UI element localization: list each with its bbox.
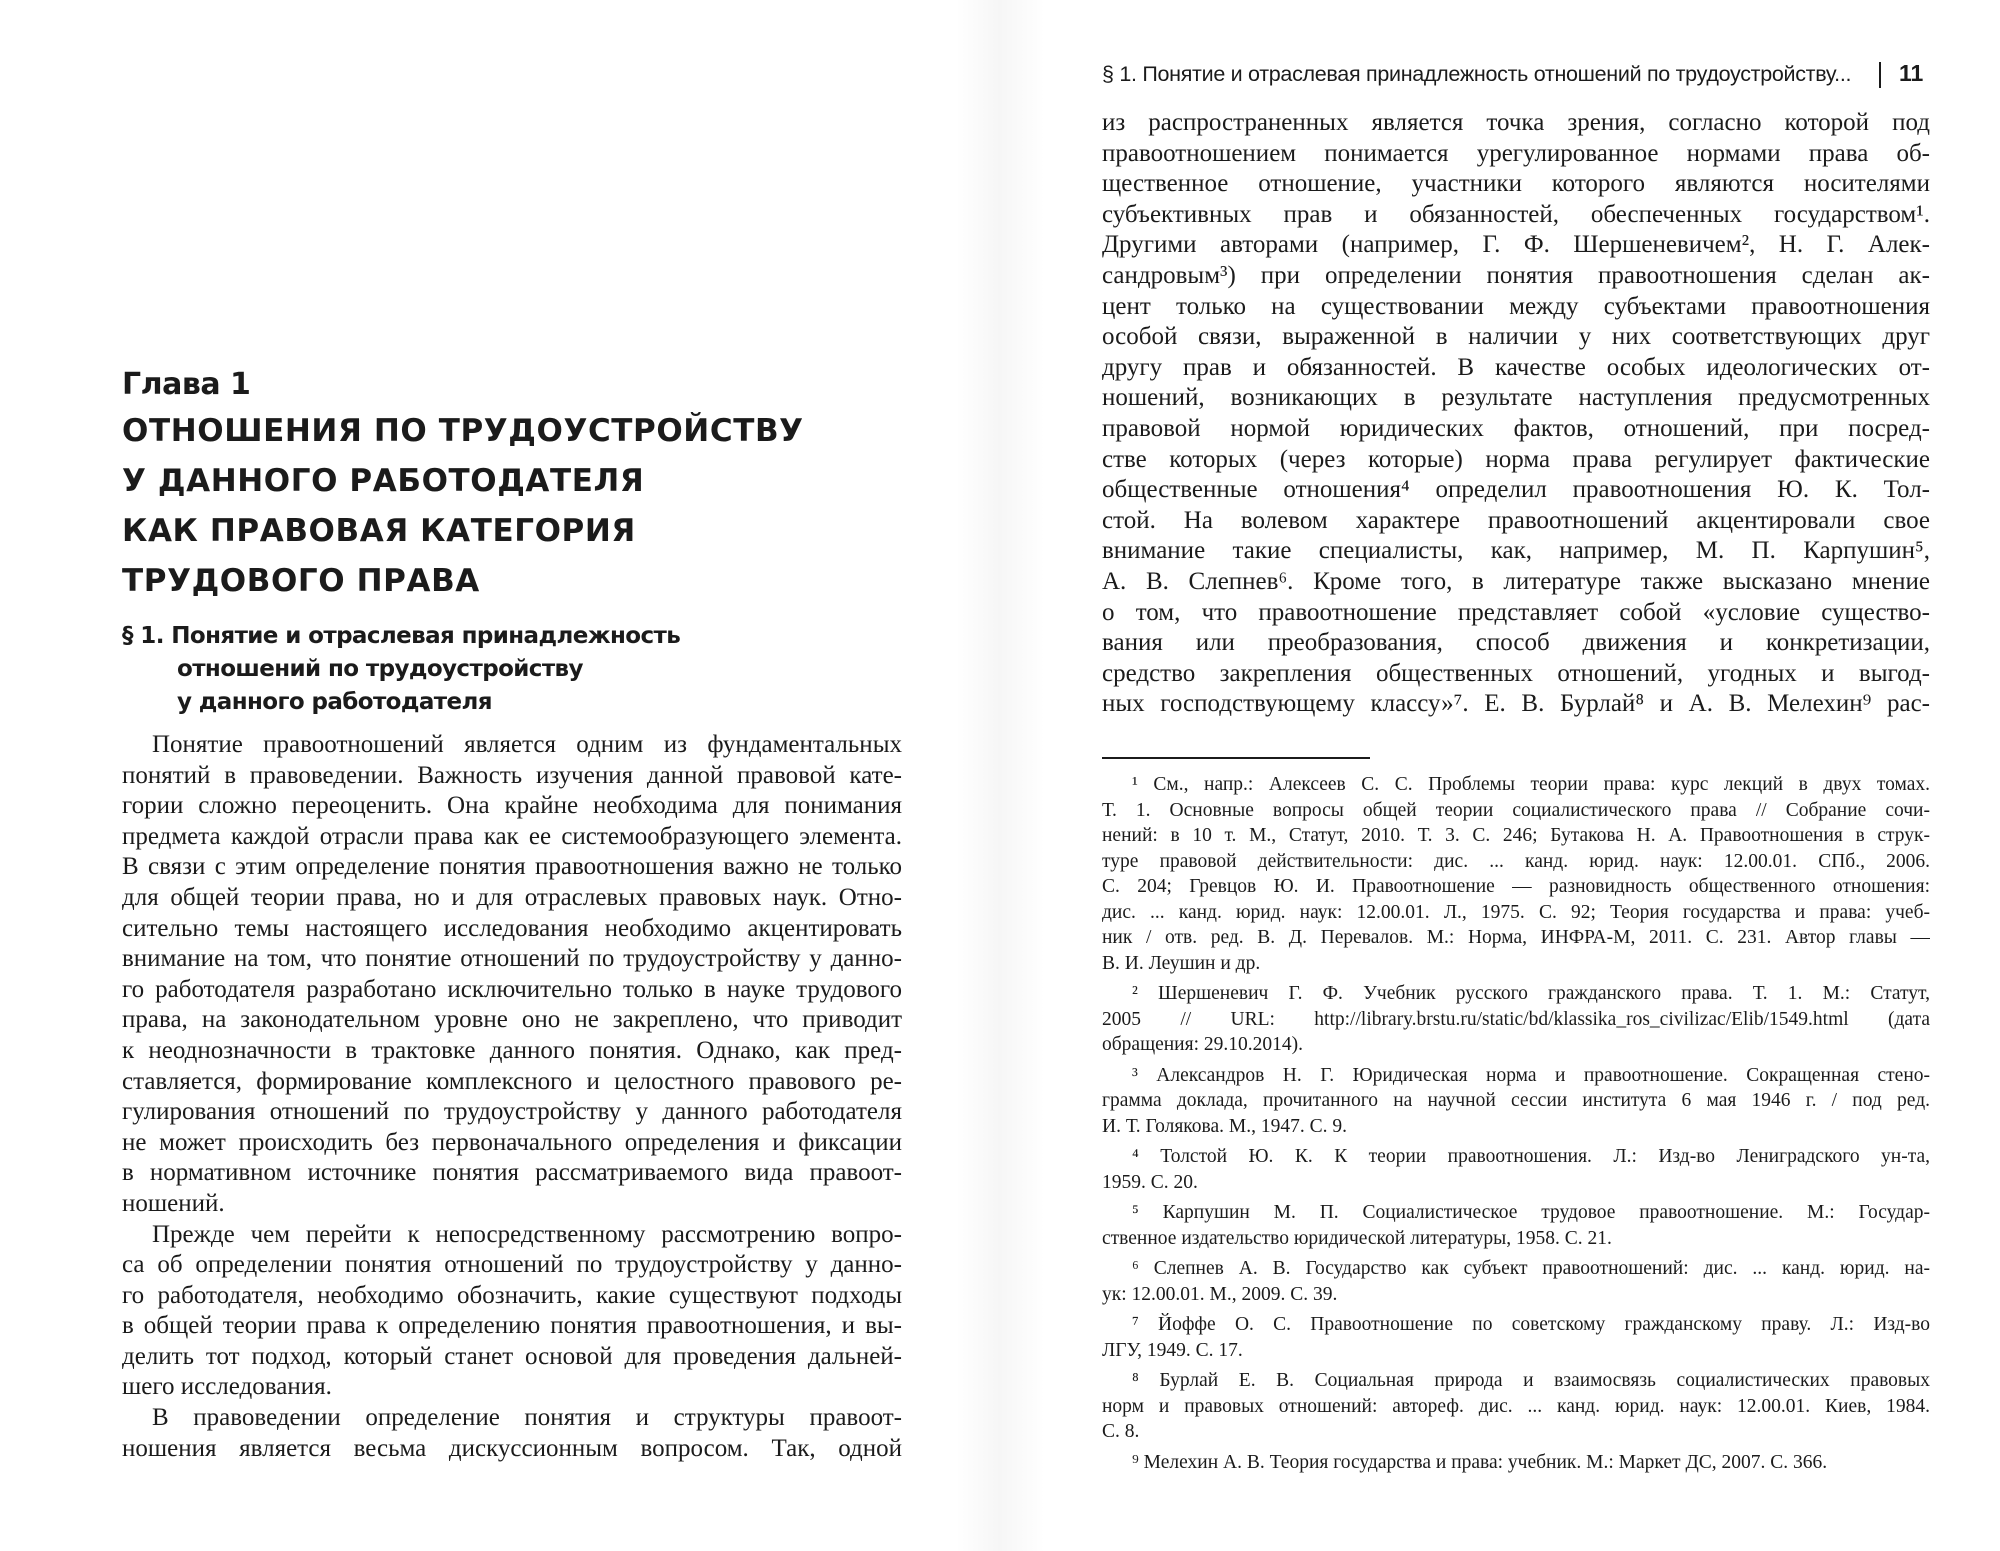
footnote-line: ⁸ Бурлай Е. В. Социальная природа и взаимосвязь социалистических правовых [1132, 1370, 1930, 1391]
text-line: Другими авторами (например, Г. Ф. Шершеневичем², Н. Г. Алек- [1102, 231, 1930, 259]
footnote-3 [1102, 1063, 1930, 1140]
footnote-line: дис. ... канд. юрид. наук: 12.00.01. Л., 1975. С. 92; Теория государства и права: учеб- [1102, 901, 1930, 923]
chapter-title-line: ОТНОШЕНИЯ ПО ТРУДОУСТРОЙСТВУ [122, 413, 804, 449]
text-line: права, на законодательном уровне оно не закреплено, что приводит [122, 1006, 902, 1034]
footnote-line: С. 204; Гревцов Ю. И. Правоотношение — разновидность общественного отношения: [1102, 876, 1930, 897]
text-line: Прежде чем перейти к непосредственному рассмотрению вопро- [152, 1220, 902, 1248]
chapter-label: Глава 1 [122, 367, 251, 402]
text-line: из распространенных является точка зрения, согласно которой под [1102, 109, 1930, 136]
paragraph [122, 730, 902, 1220]
text-line: са об определении понятия отношений по трудоустройству у данно- [122, 1251, 902, 1279]
text-line: в общей теории права к определению понятия правоотношения, и вы- [122, 1312, 902, 1340]
text-line: к неоднозначности в трактовке данного понятия. Однако, как пред- [122, 1036, 902, 1064]
running-head-divider [1879, 62, 1881, 88]
text-line: правовой нормой юридических фактов, отношений, при посред- [1102, 414, 1930, 442]
footnotes [1102, 772, 1930, 1480]
footnote-line: ⁹ Мелехин А. В. Теория государства и права: учебник. М.: Маркет ДС, 2007. С. 366. [1132, 1451, 1828, 1473]
footnote-line: В. И. Леушин и др. [1102, 952, 1261, 974]
paragraph [1102, 108, 1930, 720]
footnote-line: обращения: 29.10.2014). [1102, 1034, 1303, 1055]
footnote-line: ⁴ Толстой Ю. К. К теории правоотношения. Л.: Изд-во Лениградского ун-та, [1132, 1146, 1930, 1167]
text-line: Понятие правоотношений является одним из фундаментальных [152, 731, 902, 758]
text-line: общественные отношения⁴ определил правоотношения Ю. К. Тол- [1102, 476, 1930, 504]
section-title-line: § 1. Понятие и отраслевая принадлежность [122, 623, 681, 649]
footnote-5 [1102, 1200, 1930, 1251]
footnote-line: ⁵ Карпушин М. П. Социалистическое трудовое правоотношение. М.: Государ- [1132, 1202, 1930, 1223]
text-line: В связи с этим определение понятия правоотношения важно не только [122, 853, 902, 881]
footnote-line: ственное издательство юридической литературы, 1958. С. 21. [1102, 1227, 1612, 1249]
text-line: внимание такие специалисты, как, например, М. П. Карпушин⁵, [1102, 537, 1930, 565]
right-page-body [1102, 108, 1930, 720]
text-line: В правоведении определение понятия и структуры правоот- [152, 1404, 902, 1432]
text-line: щественное отношение, участники которого являются носителями [1102, 170, 1930, 198]
text-line: цент только на существовании между субъектами правоотношения [1102, 292, 1930, 320]
paragraph [122, 1403, 902, 1464]
footnote-line: Т. 1. Основные вопросы общей теории социалистического права // Собрание сочи- [1102, 799, 1930, 821]
section-title-line: отношений по трудоустройству [177, 656, 583, 682]
text-line: гулирования отношений по трудоустройству у данного работодателя [122, 1098, 902, 1126]
footnote-line: С. 8. [1102, 1421, 1140, 1442]
footnote-line: ук: 12.00.01. М., 2009. С. 39. [1102, 1283, 1338, 1305]
chapter-title [122, 406, 804, 606]
footnote-4 [1102, 1144, 1930, 1195]
text-line: внимание на том, что понятие отношений по трудоустройству у данно- [122, 945, 902, 973]
footnote-line: ⁷ Йоффе О. С. Правоотношение по советскому гражданскому праву. Л.: Изд-во [1132, 1314, 1930, 1335]
text-line: гории сложно переоценить. Она крайне необходима для понимания [122, 792, 902, 820]
chapter-title-line: У ДАННОГО РАБОТОДАТЕЛЯ [122, 463, 645, 499]
footnote-line: ник / отв. ред. В. Д. Перевалов. М.: Норма, ИНФРА-М, 2011. С. 231. Автор главы — [1102, 927, 1930, 948]
text-line: ношений. [122, 1189, 225, 1217]
footnote-line: норм и правовых отношений: автореф. дис. ... канд. юрид. наук: 12.00.01. Киев, 1984. [1102, 1395, 1930, 1417]
running-head [1102, 60, 1930, 96]
footnote-line: 1959. С. 20. [1102, 1171, 1198, 1193]
text-line: делить тот подход, который станет основой для проведения дальней- [122, 1342, 902, 1370]
footnote-line: туре правовой действительности: дис. ... канд. юрид. наук: 12.00.01. СПб., 2006. [1102, 850, 1930, 872]
footnote-7 [1102, 1312, 1930, 1363]
chapter-title-line: ТРУДОВОГО ПРАВА [122, 563, 480, 599]
footnote-line: нений: в 10 т. М., Статут, 2010. Т. 3. С. 246; Бутакова Н. А. Правоотношения в струк- [1102, 825, 1930, 846]
text-line: го работодателя разработано исключительно только в науке трудового [122, 975, 902, 1003]
page-number: 11 [1899, 60, 1924, 86]
section-title-line: у данного работодателя [177, 689, 492, 715]
text-line: в нормативном источнике понятия рассматриваемого вида правоот- [122, 1159, 902, 1187]
footnote-line: ² Шершеневич Г. Ф. Учебник русского гражданского права. Т. 1. М.: Статут, [1132, 983, 1930, 1004]
footnote-separator [1102, 757, 1370, 759]
footnote-line: ³ Александров Н. Г. Юридическая норма и правоотношение. Сокращенная стено- [1132, 1064, 1930, 1086]
text-line: го работодателя, необходимо обозначить, какие существуют подходы [122, 1281, 902, 1309]
text-line: не может происходить без первоначального определения и фиксации [122, 1128, 902, 1156]
text-line: другу прав и обязанностей. В качестве особых идеологических от- [1102, 353, 1930, 381]
footnote-line: И. Т. Голякова. М., 1947. С. 9. [1102, 1115, 1347, 1137]
footnote-6 [1102, 1256, 1930, 1307]
footnote-2 [1102, 981, 1930, 1058]
footnote-line: грамма доклада, прочитанного на научной сессии института 6 мая 1946 г. / под ред. [1102, 1090, 1930, 1111]
left-page-body [122, 730, 902, 1464]
footnote-line: 2005 // URL: http://library.brstu.ru/static/bd/klassika_ros_civilizac/Elib/1549.html (дата [1102, 1008, 1930, 1030]
text-line: для общей теории права, но и для отраслевых правовых наук. Отно- [122, 883, 902, 911]
footnote-8 [1102, 1368, 1930, 1445]
text-line: стой. На волевом характере правоотношений акцентировали свое [1102, 506, 1930, 534]
text-line: ношений, возникающих в результате наступления предусмотренных [1102, 384, 1930, 412]
section-title [122, 620, 680, 719]
text-line: ных господствующему классу»⁷. Е. В. Бурлай⁸ и А. В. Мелехин⁹ рас- [1102, 690, 1930, 718]
text-line: средство закрепления общественных отношений, угодных и выгод- [1102, 659, 1930, 687]
text-line: предмета каждой отрасли права как ее системообразующего элемента. [122, 822, 902, 850]
footnote-line: ЛГУ, 1949. С. 17. [1102, 1339, 1243, 1361]
chapter-title-line: КАК ПРАВОВАЯ КАТЕГОРИЯ [122, 513, 636, 549]
running-title: § 1. Понятие и отраслевая принадлежность отношений по трудоустройству... [1102, 62, 1852, 86]
text-line: ношения является весьма дискуссионным вопросом. Так, одной [122, 1434, 902, 1462]
text-line: вания или преобразования, способ движения и конкретизации, [1102, 629, 1930, 657]
text-line: ставляется, формирование комплексного и целостного правового ре- [122, 1067, 902, 1095]
paragraph [122, 1220, 902, 1404]
text-line: особой связи, выраженной в наличии у них соответствующих друг [1102, 323, 1930, 351]
text-line: А. В. Слепнев⁶. Кроме того, в литературе также высказано мнение [1102, 567, 1930, 595]
footnote-1 [1102, 772, 1930, 976]
footnote-9 [1102, 1450, 1930, 1476]
text-line: правоотношением понимается урегулированное нормами права об- [1102, 139, 1930, 167]
footnote-line: ⁶ Слепнев А. В. Государство как субъект правоотношений: дис. ... канд. юрид. на- [1132, 1258, 1930, 1279]
text-line: субъективных прав и обязанностей, обеспеченных государством¹. [1102, 200, 1930, 228]
text-line: сандровым³) при определении понятия правоотношения сделан ак- [1102, 261, 1930, 289]
text-line: понятий в правоведении. Важность изучения данной правовой кате- [122, 761, 902, 789]
text-line: стве которых (через которые) норма права регулирует фактические [1102, 445, 1930, 473]
text-line: сительно темы настоящего исследования необходимо акцентировать [122, 914, 902, 942]
text-line: о том, что правоотношение представляет собой «условие существо- [1102, 598, 1930, 626]
footnote-line: ¹ См., напр.: Алексеев С. С. Проблемы теории права: курс лекций в двух томах. [1132, 774, 1930, 795]
text-line: шего исследования. [122, 1373, 332, 1401]
